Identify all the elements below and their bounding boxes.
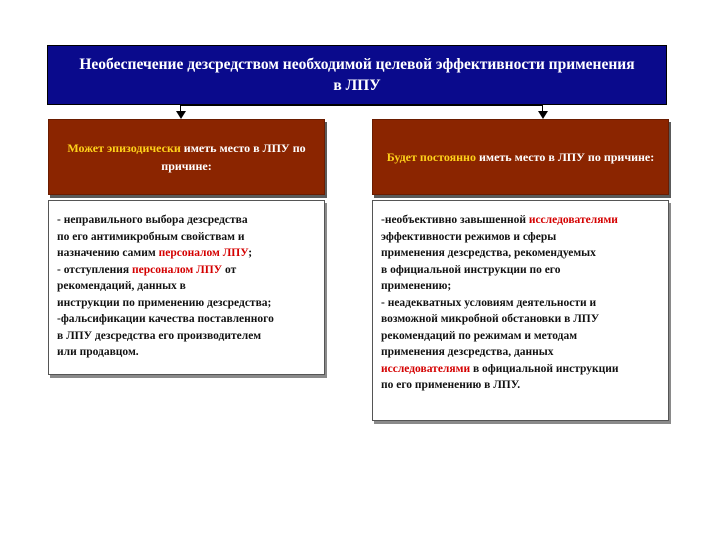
detail-text: по его антимикробным свойствам и — [57, 230, 245, 243]
left-details-text — [57, 212, 318, 361]
highlighted-term: исследователями — [528, 214, 618, 226]
detail-text: -необъективно завышенной — [381, 214, 529, 226]
right-detail-line — [381, 328, 662, 345]
right-header-text: иметь место в ЛПУ по причине: — [475, 150, 655, 164]
detail-text: рекомендаций по режимам и методам — [381, 329, 578, 342]
connector-horizontal — [180, 105, 542, 106]
highlighted-term: персоналом ЛПУ — [131, 263, 223, 276]
right-header-highlight: Будет постоянно — [386, 150, 476, 164]
detail-text: по его применению в ЛПУ. — [381, 379, 521, 391]
left-cause-details — [48, 200, 325, 375]
detail-text: в официальной инструкции по его — [381, 263, 561, 276]
detail-text: применения дезсредства, данных — [381, 346, 554, 358]
left-detail-line — [57, 229, 318, 246]
detail-text: ; — [248, 247, 253, 259]
left-detail-line — [57, 328, 318, 345]
left-detail-line — [57, 245, 318, 262]
left-detail-line — [57, 262, 318, 279]
detail-text: - неправильного выбора дезсредства — [57, 214, 248, 226]
detail-text: инструкции по применению дезсредства; — [57, 296, 272, 309]
detail-text: - неадекватных условиям деятельности и — [381, 296, 597, 309]
left-header-highlight: Может эпизодически — [67, 141, 181, 155]
right-detail-line — [381, 311, 662, 328]
left-detail-line — [57, 278, 318, 295]
detail-text: возможной микробной обстановки в ЛПУ — [381, 313, 600, 325]
highlighted-term: исследователями — [381, 362, 471, 375]
detail-text: в ЛПУ дезсредства его производителем — [57, 329, 262, 342]
right-detail-line — [381, 262, 662, 279]
right-detail-line — [381, 344, 662, 361]
left-cause-header — [48, 119, 325, 195]
detail-text: рекомендаций, данных в — [57, 280, 186, 292]
main-problem-box — [47, 45, 667, 105]
detail-text: применению; — [381, 280, 452, 292]
left-detail-line — [57, 295, 318, 312]
left-detail-line — [57, 311, 318, 328]
right-detail-line — [381, 229, 662, 246]
detail-text: или продавцом. — [57, 346, 139, 358]
detail-text: эффективности режимов и сферы — [381, 230, 557, 243]
right-cause-header — [372, 119, 669, 195]
right-detail-line — [381, 278, 662, 295]
detail-text: -фальсификации качества поставленного — [57, 313, 274, 325]
right-cause-details — [372, 200, 669, 421]
right-detail-line — [381, 377, 662, 394]
right-details-text — [381, 212, 662, 394]
right-detail-line — [381, 212, 662, 229]
right-detail-line — [381, 295, 662, 312]
left-header-text: иметь место в ЛПУ по причине: — [161, 141, 306, 173]
right-detail-line — [381, 245, 662, 262]
arrow-down-left-icon — [176, 111, 186, 119]
detail-text: в официальной инструкции — [470, 362, 619, 375]
detail-text: применения дезсредства, рекомендуемых — [381, 247, 596, 259]
highlighted-term: персоналом ЛПУ — [158, 247, 249, 259]
detail-text: от — [222, 263, 237, 276]
right-detail-line — [381, 361, 662, 378]
main-problem-title: Необеспечение дезсредством необходимой целевой эффективности применения в ЛПУ — [79, 56, 635, 94]
arrow-down-right-icon — [538, 111, 548, 119]
detail-text: назначению самим — [57, 247, 159, 259]
left-detail-line — [57, 212, 318, 229]
detail-text: - отступления — [57, 263, 132, 276]
left-detail-line — [57, 344, 318, 361]
